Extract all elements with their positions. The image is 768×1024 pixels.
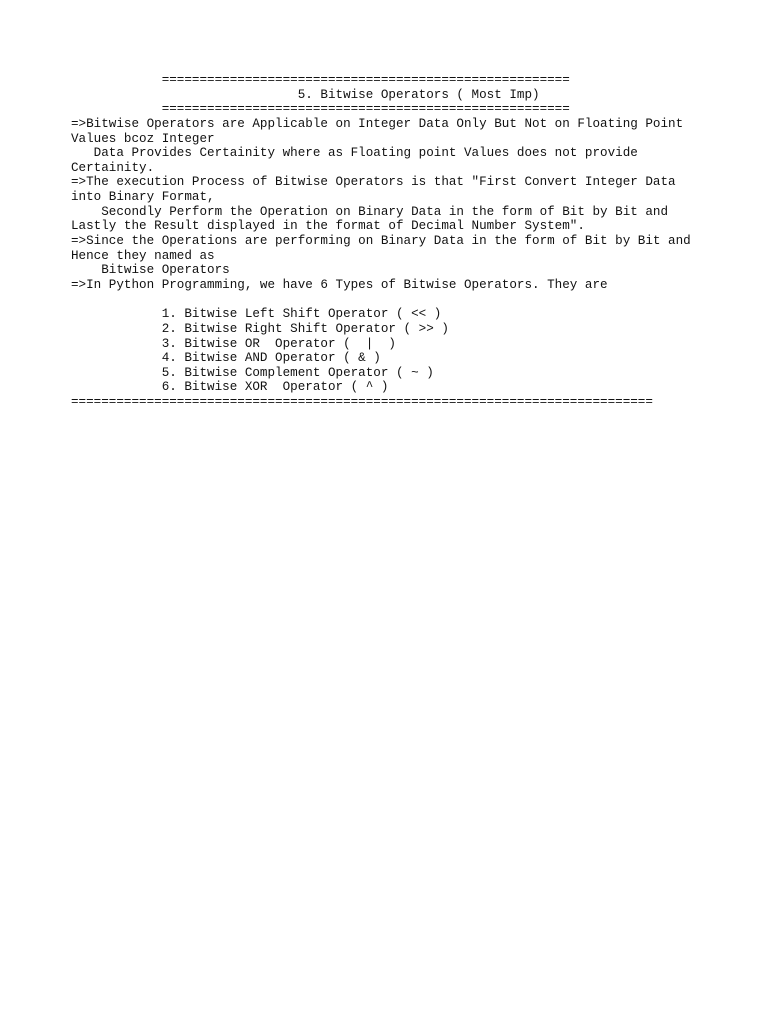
paragraph-line: Bitwise Operators [71,263,230,278]
paragraph-line: =>Bitwise Operators are Applicable on Integer Data Only But Not on Floating Point [71,116,684,131]
paragraph-line: Lastly the Result displayed in the format of Decimal Number System". [71,219,585,234]
list-item: 2. Bitwise Right Shift Operator ( >> ) [71,321,449,336]
paragraph-line: into Binary Format, [71,190,215,205]
list-item: 5. Bitwise Complement Operator ( ~ ) [71,365,434,380]
paragraph-line: =>In Python Programming, we have 6 Types of Bitwise Operators. They are [71,277,608,292]
section-title: 5. Bitwise Operators ( Most Imp) [71,87,540,102]
list-item: 6. Bitwise XOR Operator ( ^ ) [71,380,389,395]
title-rule-top: ====================================================== [71,73,570,87]
document-page [71,73,761,410]
paragraph-line: Certainity. [71,160,155,175]
paragraph-line: Data Provides Certainity where as Floating point Values does not provide [71,146,638,161]
blank-line [71,293,761,308]
paragraph-line: Values bcoz Integer [71,131,215,146]
title-rule-bottom: ====================================================== [71,102,570,117]
list-item: 4. Bitwise AND Operator ( & ) [71,351,381,366]
paragraph-line: =>The execution Process of Bitwise Operators is that "First Convert Integer Data [71,175,676,190]
list-item: 1. Bitwise Left Shift Operator ( << ) [71,307,442,322]
paragraph-line: Hence they named as [71,248,215,263]
end-rule: ============================================================================= [71,395,653,410]
list-item: 3. Bitwise OR Operator ( | ) [71,336,396,351]
paragraph-line: =>Since the Operations are performing on Binary Data in the form of Bit by Bit and [71,234,691,249]
paragraph-line: Secondly Perform the Operation on Binary Data in the form of Bit by Bit and [71,204,669,219]
